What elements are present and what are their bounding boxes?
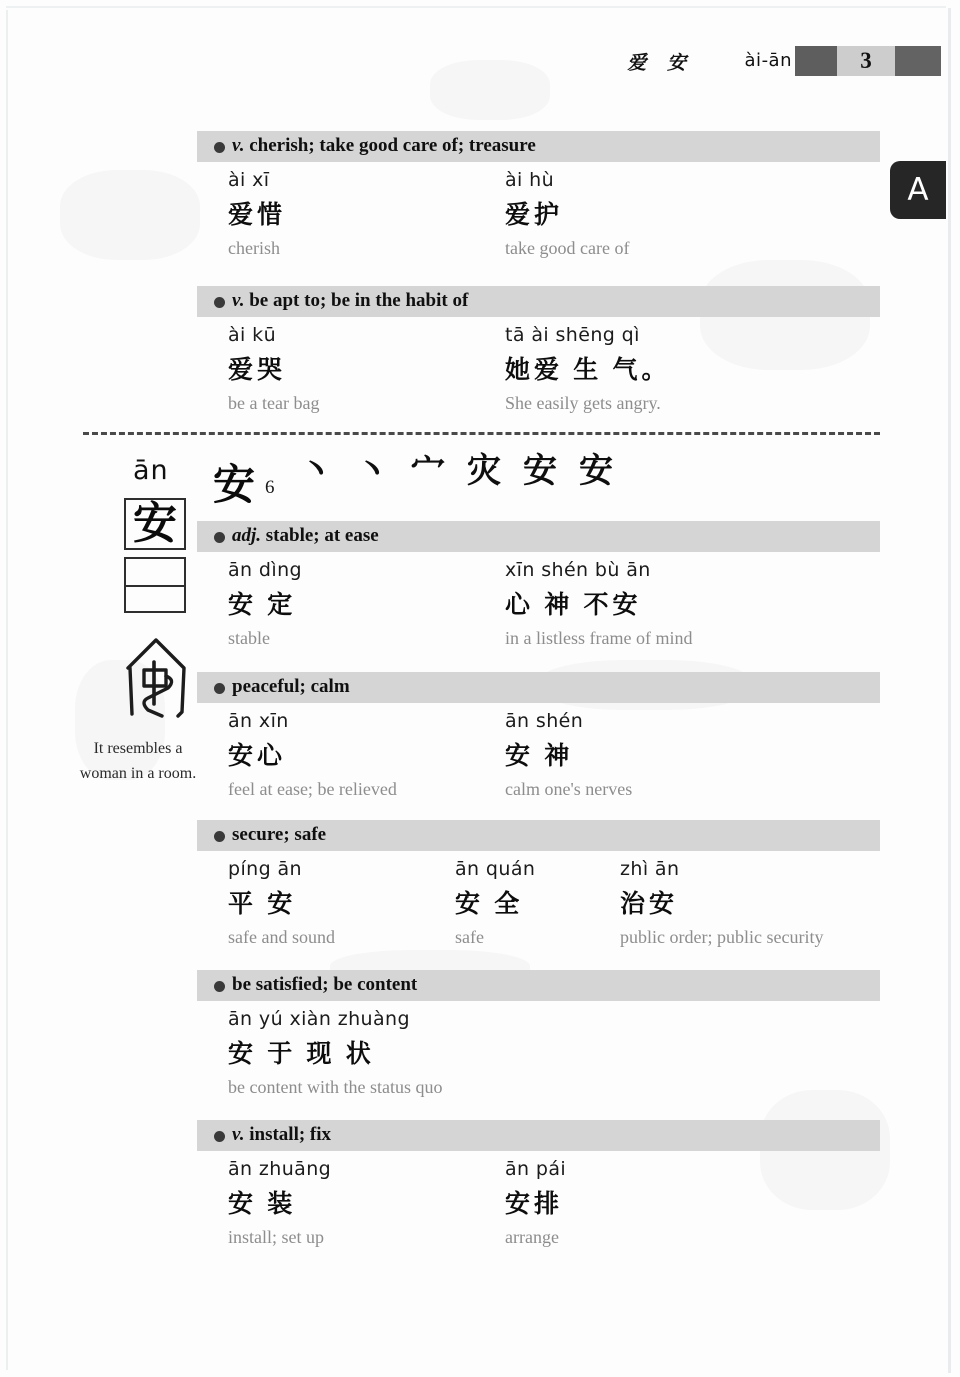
practice-box-filled (124, 498, 186, 550)
section-header-band (197, 521, 880, 552)
vocabulary-entry (228, 169, 286, 259)
definition-text: install; fix (249, 1124, 332, 1145)
entry-gloss: safe and sound (228, 927, 335, 947)
part-of-speech: v. (232, 1124, 245, 1145)
entry-hanzi: 治安 (620, 891, 679, 918)
definition-text: secure; safe (232, 824, 327, 845)
headword-pinyin: ān (133, 455, 169, 486)
entry-hanzi: 安 于 现 状 (228, 1041, 375, 1068)
entry-pinyin: ān yú xiàn zhuàng (228, 1008, 410, 1030)
bullet-icon (214, 981, 225, 992)
stroke-step: 安 (579, 453, 613, 490)
entry-pinyin: ān pái (505, 1158, 567, 1180)
bullet-icon (214, 532, 225, 543)
entry-pinyin: ān quán (455, 858, 536, 880)
entry-hanzi: 她爱 生 气。 (505, 357, 671, 384)
bullet-icon (214, 1131, 225, 1142)
headword-character: 安 (213, 463, 256, 509)
bullet-icon (214, 683, 225, 694)
header-block-left (795, 46, 837, 76)
entry-hanzi: 安心 (228, 743, 287, 770)
stroke-order-sequence (292, 450, 622, 494)
entry-pinyin: ān xīn (228, 710, 289, 732)
page-edge-top (6, 6, 946, 8)
scan-smudge (60, 170, 200, 260)
entry-hanzi: 心 神 不安 (505, 592, 642, 619)
practice-box-glyph: 安 (133, 499, 177, 548)
stroke-step: 安 (523, 453, 557, 490)
entry-pinyin: ān zhuāng (228, 1158, 332, 1180)
section-header-band (197, 820, 880, 851)
page-edge-right (948, 8, 951, 1373)
part-of-speech: adj. (232, 525, 262, 546)
vocabulary-entry (455, 858, 535, 948)
entry-pinyin: ài hù (505, 169, 555, 191)
entry-hanzi: 爱护 (505, 202, 564, 229)
headword-stroke-count: 6 (265, 477, 275, 498)
entry-hanzi: 安排 (505, 1191, 564, 1218)
vocabulary-entry (228, 324, 319, 414)
stroke-step: 丶 (355, 453, 389, 490)
entry-gloss: arrange (505, 1227, 559, 1247)
section-definition (232, 824, 326, 846)
alphabet-thumb-tab-a[interactable]: A (890, 161, 946, 219)
vocabulary-entry (620, 858, 823, 948)
stroke-step: 灾 (467, 453, 501, 490)
entry-pinyin: ān shén (505, 710, 584, 732)
oracle-bone-pictograph-icon (118, 632, 194, 728)
entry-pinyin: ài kū (228, 324, 277, 346)
entry-gloss: install; set up (228, 1227, 324, 1247)
section-header-band (197, 970, 880, 1001)
vocabulary-entry (228, 858, 335, 948)
bullet-icon (214, 142, 225, 153)
part-of-speech: v. (232, 135, 245, 156)
definition-text: stable; at ease (265, 525, 379, 546)
vocabulary-entry (505, 324, 671, 414)
bullet-icon (214, 831, 225, 842)
entry-gloss: public order; public security (620, 927, 824, 947)
section-definition (232, 974, 417, 996)
entry-gloss: take good care of (505, 238, 630, 258)
stroke-step: 宀 (411, 453, 445, 490)
entry-gloss: calm one's nerves (505, 779, 633, 799)
entry-hanzi: 爱哭 (228, 357, 287, 384)
vocabulary-entry (505, 559, 692, 649)
definition-text: peaceful; calm (232, 676, 350, 697)
definition-text: be apt to; be in the habit of (249, 290, 469, 311)
header-block-right (895, 46, 941, 76)
practice-box-blank (124, 557, 186, 613)
entry-gloss: cherish (228, 238, 280, 258)
vocabulary-entry (505, 169, 629, 259)
entry-pinyin: zhì ān (620, 858, 680, 880)
section-header-band (197, 1120, 880, 1151)
section-header-band (197, 672, 880, 703)
entry-hanzi: 安 装 (228, 1191, 297, 1218)
header-hanzi: 爱 安 (627, 53, 694, 74)
vocabulary-entry (228, 1008, 442, 1098)
entry-gloss: be content with the status quo (228, 1077, 443, 1097)
vocabulary-entry (505, 1158, 566, 1248)
entry-gloss: stable (228, 628, 270, 648)
section-definition (232, 525, 379, 547)
entry-pinyin: píng ān (228, 858, 302, 880)
entry-hanzi: 爱惜 (228, 202, 287, 229)
page-number: 3 (860, 48, 872, 73)
vocabulary-entry (228, 559, 302, 649)
section-definition (232, 1124, 331, 1146)
page-header (0, 44, 944, 80)
entry-pinyin: xīn shén bù ān (505, 559, 651, 581)
stroke-step: 丶 (299, 453, 333, 490)
entry-pinyin: ài xī (228, 169, 270, 191)
section-definition (232, 676, 350, 698)
entry-gloss: in a listless frame of mind (505, 628, 693, 648)
character-origin-note: It resembles a woman in a room. (79, 740, 197, 782)
entry-gloss: safe (455, 927, 484, 947)
entry-hanzi: 安 定 (228, 592, 297, 619)
page-edge-left (6, 10, 8, 1370)
vocabulary-entry (505, 710, 632, 800)
section-definition (232, 290, 468, 312)
entry-pinyin: tā ài shēng qì (505, 324, 640, 346)
header-pinyin: ài-ān (744, 50, 792, 71)
bullet-icon (214, 297, 225, 308)
vocabulary-entry (228, 710, 397, 800)
definition-text: cherish; take good care of; treasure (249, 135, 536, 156)
section-definition (232, 135, 536, 157)
entry-gloss: She easily gets angry. (505, 393, 661, 413)
section-header-band (197, 286, 880, 317)
practice-box-divider (126, 585, 184, 587)
entry-hanzi: 安 神 (505, 743, 574, 770)
entry-divider (83, 432, 880, 435)
vocabulary-entry (228, 1158, 331, 1248)
entry-hanzi: 安 全 (455, 891, 524, 918)
entry-hanzi: 平 安 (228, 891, 297, 918)
section-header-band (197, 131, 880, 162)
entry-gloss: feel at ease; be relieved (228, 779, 397, 799)
part-of-speech: v. (232, 290, 245, 311)
entry-gloss: be a tear bag (228, 393, 320, 413)
entry-pinyin: ān dìng (228, 559, 302, 581)
definition-text: be satisfied; be content (232, 974, 418, 995)
